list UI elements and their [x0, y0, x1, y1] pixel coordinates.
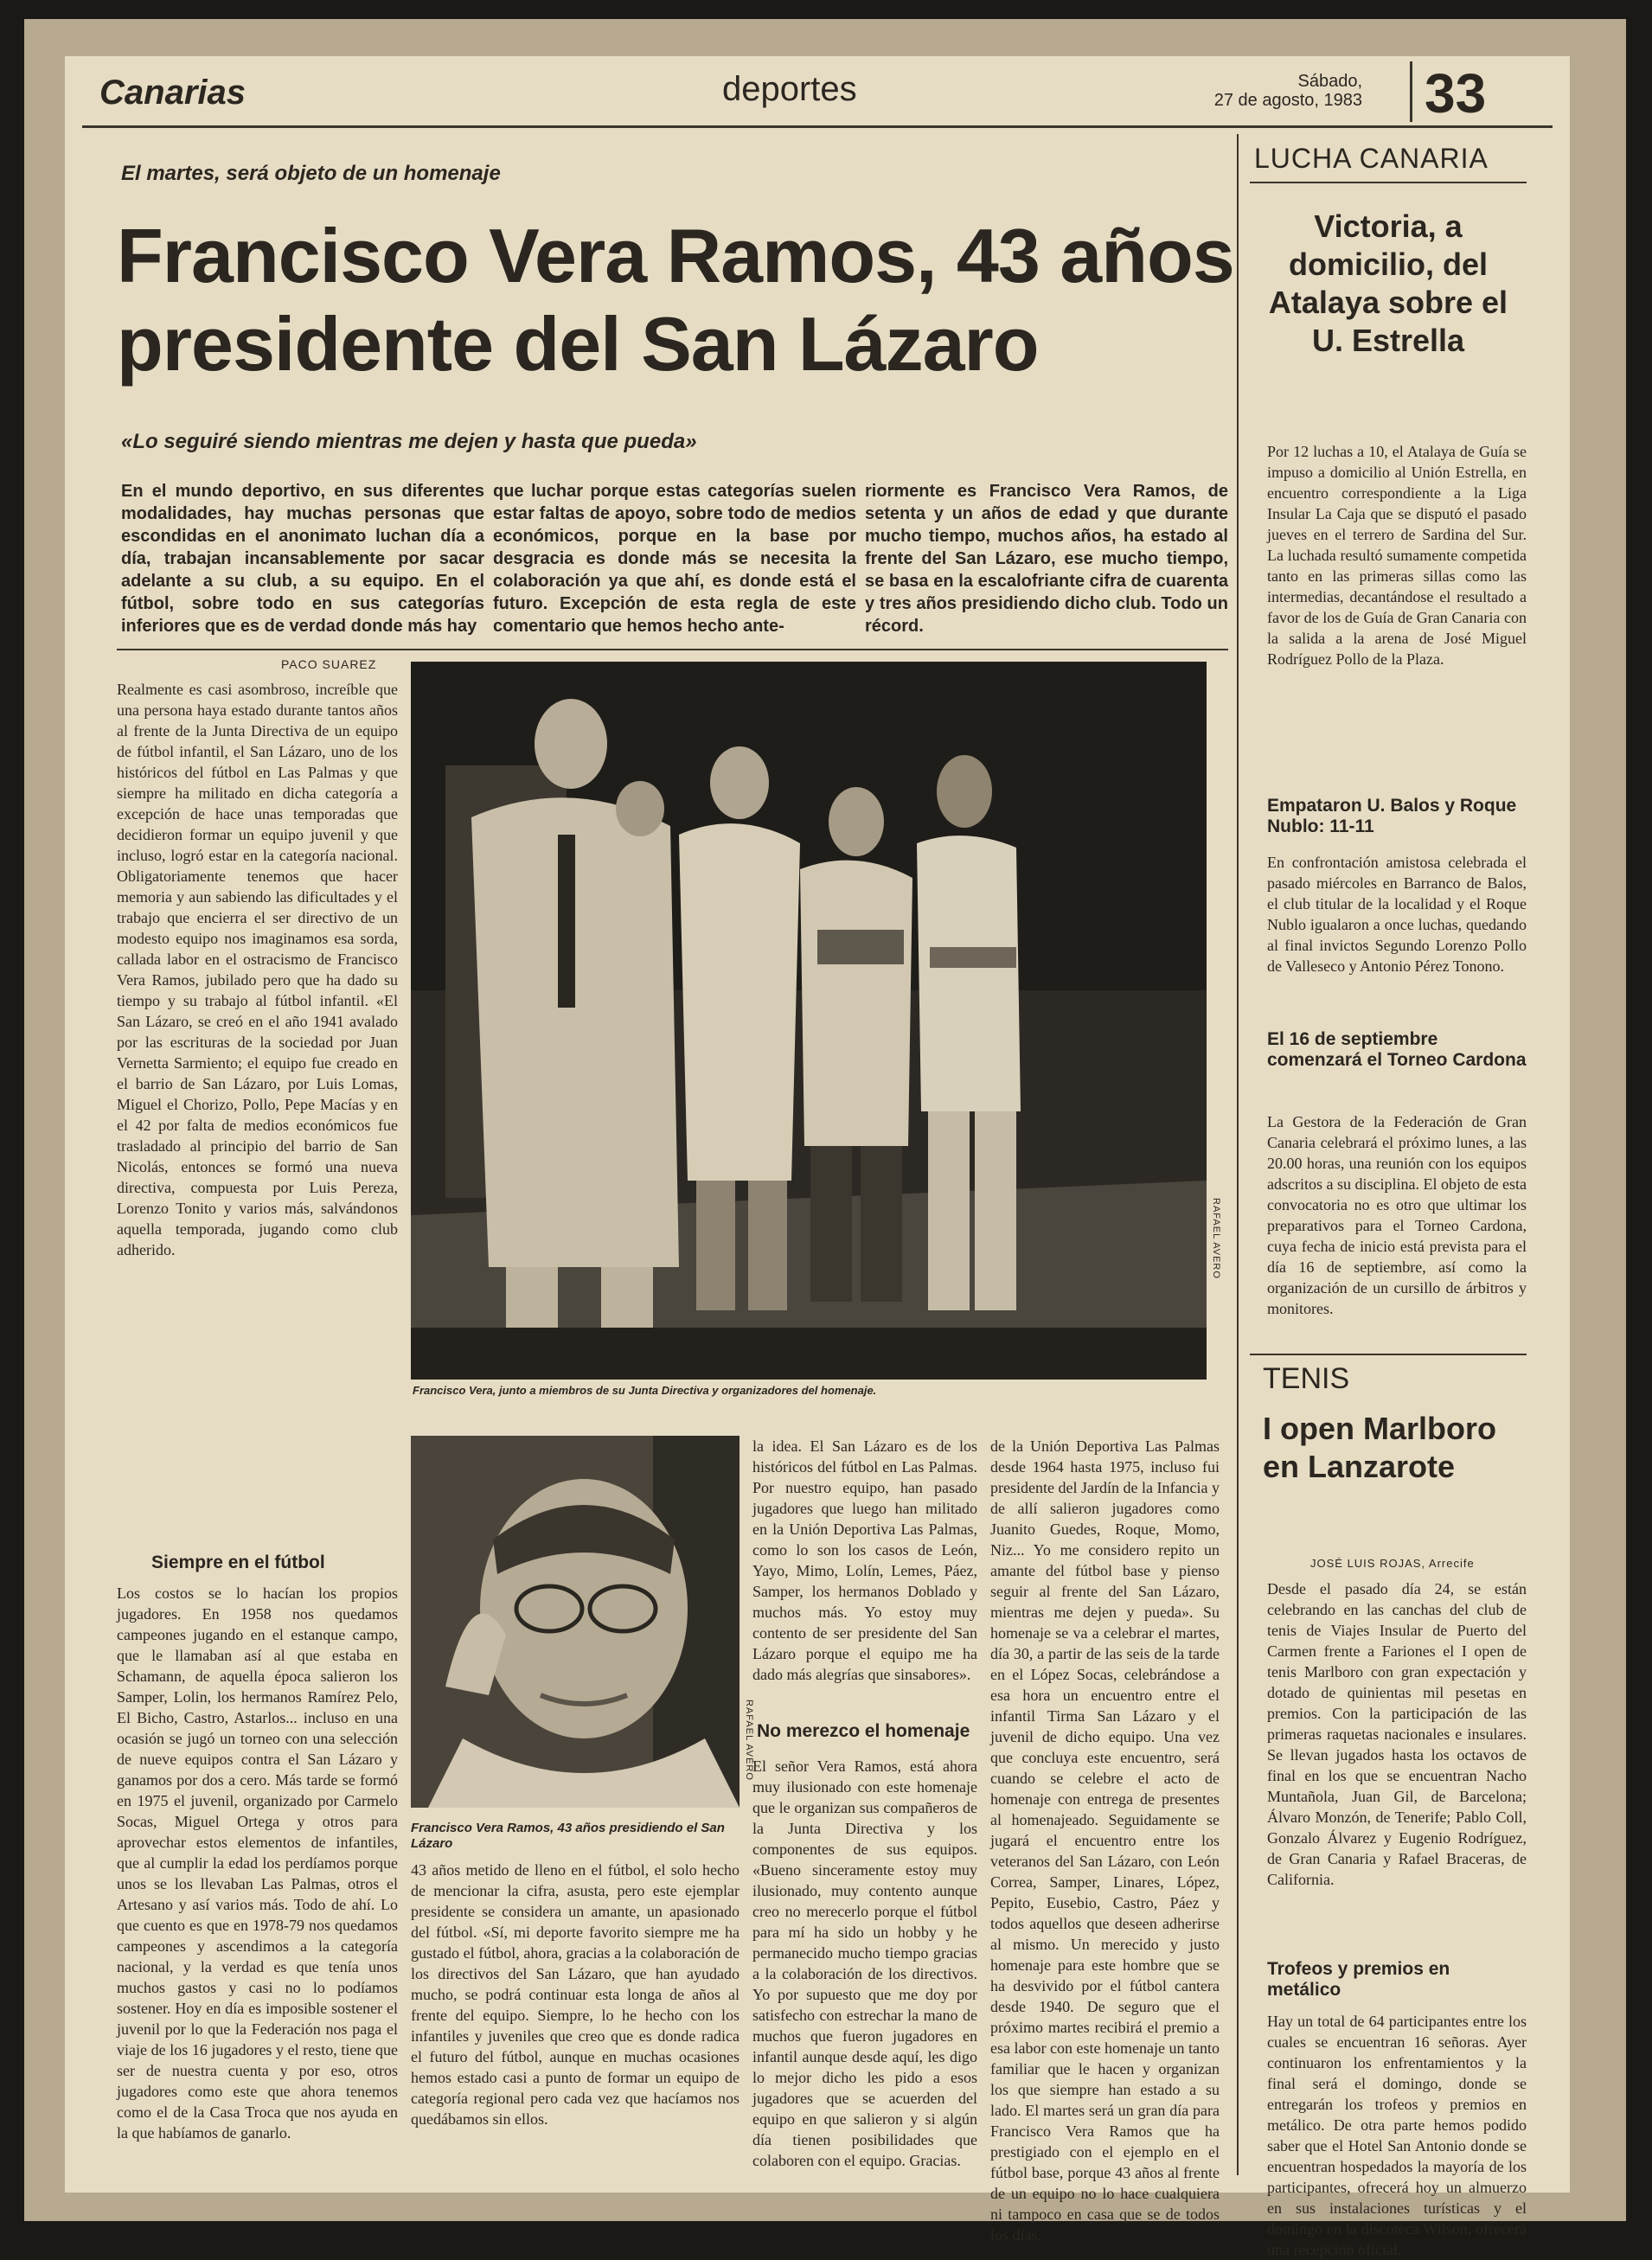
- headline-line-2: presidente del San Lázaro: [117, 301, 1039, 387]
- issue-date: [1207, 72, 1362, 110]
- body-column-3b: El señor Vera Ramos, está ahora muy ilusionado con este homenaje que le organizan sus compañeros de la Junta Directiva y los componentes de sus equipos. «Bueno sinceramente estoy muy ilusionado, muy contento aunque creo no merecerlo porque el fútbol para mí ha sido un hobby y he permanecido mucho tiempo gracias a la colaboración de los directivos. Yo por supuesto que me doy por satisfecho con estrechar la mano de muchos que fueron jugadores en infantil aunque desde aquí, les digo lo mejor dicho les pido a esos jugadores que se acuerden del equipo en que salieron y si algún día tienen posibilidades que colaboren con el equipo. Gracias.: [752, 1757, 977, 2169]
- masthead-rule: [82, 125, 1553, 128]
- group-photo-credit: RAFAEL AVERO: [1211, 1198, 1221, 1279]
- right-column-rule: [1237, 134, 1239, 2175]
- author-byline: PACO SUAREZ: [281, 657, 377, 671]
- newspaper-logo: Canarias: [99, 74, 246, 112]
- intro-rule: [117, 649, 1228, 650]
- tenis-byline: JOSÉ LUIS ROJAS, Arrecife: [1310, 1557, 1475, 1570]
- lucha-canaria-headline: Victoria, a domicilio, del Atalaya sobre el U. Estrella: [1268, 208, 1508, 358]
- body-column-4: de la Unión Deportiva Las Palmas desde 1964 hasta 1975, incluso fui presidente del Jardín de la Infancia y de allí salieron jugadores como Juanito Guedes, Roque, Momo, Niz... Yo me considero repito un amante del fútbol base y pienso seguir al frente del San Lázaro, mientras me dejen y pueda». Su homenaje se va a celebrar el martes, día 30, a partir de las seis de la tarde en el López Socas, celebrándose a esa hora un encuentro entre el infantil Tirma San Lázaro y el juvenil de dicho equipo. Una vez que concluya este encuentro, será cuando se celebre el acto de homenaje con entrega de presentes al homenajeado. Seguidamente se jugará el encuentro entre los veteranos del San Lázaro, con León Correa, Samper, Linares, López, Pepito, Eusebio, Castro, Páez y todos aquellos que deseen adherirse al mismo. Un merecido y justo homenaje para este hombre que se ha desvivido por el fútbol cantera desde 1940. De seguro que el próximo martes recibirá el premio a esa labor con este homenaje un tanto familiar que le hacen y organizan los que siempre han estado a su lado. El martes será un gran día para Francisco Vera Ramos que ha prestigiado con el ejemplo en el fútbol base, porque 43 años al frente de un equipo no lo hace cualquiera ni tampoco en casa que se de todos los días.: [990, 1437, 1220, 2244]
- lucha-canaria-text-1: Por 12 luchas a 10, el Atalaya de Guía se impuso a domicilio al Unión Estrella, en encuentro correspondiente a la Liga Insular La Caja que se disputó el pasado jueves en el terrero de Sardina del Sur. La luchada resultó sumamente competida tanto en las primeras sillas como las intermedias, decantándose el resultado a favor de los de Guía de Gran Canaria con la salida a la arena de José Miguel Rodríguez Pollo de la Plaza.: [1267, 443, 1527, 668]
- group-photo-caption: Francisco Vera, junto a miembros de su Junta Directiva y organizadores del homenaje.: [413, 1384, 877, 1397]
- tenis-headline: I open Marlboro en Lanzarote: [1263, 1411, 1496, 1484]
- page-number: 33: [1410, 61, 1486, 122]
- lucha-canaria-label: LUCHA CANARIA: [1254, 143, 1489, 174]
- body-column-1b: Los costos se lo hacían los propios jugadores. En 1958 nos quedamos campeones jugando en el estanque campo, que le llamaban así al que estaba en Schamann, de aquella época salieron los Samper, Lolin, los hermanos Ramírez Pelo, El Bicho, Castro, Astarlos... incluso en una ocasión se jugó un torneo con una selección de nueve equipos contra el San Lázaro y ganamos por dos a cero. Más tarde se formó en 1975 el juvenil, organizado por Carmelo Socas, Miguel Ortega y otros para aprovechar estos elementos de infantiles, que al cumplir la edad los perdíamos porque unos se los llevaban Las Palmas, otros el Artesano y así varios más. Todo de ahí. Lo que cuento es que en 1978-79 nos quedamos campeones y ascendimos a la categoría nacional, y la verdad es que tenía unos muchos gastos y casi no lo podíamos sostener. Hoy en día es imposible sostener el juvenil por lo que la Federación nos paga el viaje de los 16 jugadores y el resto, tiene que ser de nuestra cuenta y por eso, otros jugadores como este que ahora tenemos como el de la Casa Troca que nos ayuda en la que habíamos de ganarlo.: [117, 1585, 398, 2142]
- intro-column-3: riormente es Francisco Vera Ramos, de setenta y un años de edad y que durante mucho tiempo, muchos años, ha estado al frente del San Lázaro, ese mucho tiempo, se basa en la escalofriante cifra de cuarenta y tres años presidiendo dicho club. Todo un récord.: [865, 482, 1228, 636]
- intro-column-2: que luchar porque estas categorías suelen estar faltas de apoyo, sobre todo de medios económicos, porque en la base por desgracia es donde más se necesita la colaboración ya que ahí, es donde está el futuro. Excepción de esta regla de este comentario que hemos hecho ante-: [493, 482, 856, 636]
- body-column-2: 43 años metido de lleno en el fútbol, el solo hecho de mencionar la cifra, asusta, pero este ejemplar presidente se considera un amante, un apasionado del fútbol. «Sí, mi deporte favorito siempre me ha gustado el fútbol, ahora, gracias a la colaboración de los directivos del San Lázaro, que han ayudado mucho, se podrá continuar esta longa de años al frente del equipo. Siempre, lo he hecho con los infantiles y juveniles que creo que es donde radica el futuro del fútbol, aunque en muchas ocasiones hemos estado casi a punto de formar un equipo de categoría regional pero cada vez que hacíamos nos quedábamos sin ellos.: [411, 1861, 740, 2128]
- group-photo: [411, 662, 1207, 1380]
- tenis-text-2: Hay un total de 64 participantes entre los cuales se encuentran 16 señoras. Ayer continuaron los enfrentamientos y la final será el domingo, donde se entregarán los trofeos y premios en metálico. De otra parte hemos podido saber que el Hotel San Antonio donde se encuentran hospedados la mayoría de los participantes, ofrecerá hoy un almuerzo en sus instalaciones turísticas y el domingo en la discoteca Wilson, ofrecerá una recepción oficial.: [1267, 2013, 1527, 2258]
- section-name: deportes: [722, 70, 857, 108]
- headline-line-1: Francisco Vera Ramos, 43 años: [117, 213, 1234, 298]
- article-kicker: El martes, será objeto de un homenaje: [121, 162, 501, 185]
- subtitle-no-merezco: No merezco el homenaje: [757, 1721, 970, 1741]
- lucha-canaria-text-2: En confrontación amistosa celebrada el pasado miércoles en Barranco de Balos, el club titular de la localidad y el Roque Nublo igualaron a once luchas, quedando al final invictos Segundo Lorenzo Pollo de Valleseco y Antonio Pérez Tonono.: [1267, 854, 1527, 975]
- tenis-label: TENIS: [1263, 1362, 1350, 1395]
- article-headline: [117, 212, 1241, 388]
- lucha-label-rule: [1250, 182, 1527, 183]
- portrait-photo-caption: Francisco Vera Ramos, 43 años presidiendo el San Lázaro: [411, 1821, 725, 1851]
- tenis-subtitle-1: Trofeos y premios en metálico: [1267, 1959, 1450, 2000]
- body-column-1: Realmente es casi asombroso, increíble que una persona haya estado durante tantos años al frente de la Junta Directiva de un equipo de fútbol infantil, el San Lázaro, uno de los históricos del fútbol en Las Palmas y que siempre ha militado en dicha categoría a excepción de hace unas temporadas que decidieron formar un equipo juvenil y que incluso, logró estar en la categoría nacional. Obligatoriamente tenemos que hacer memoria y aun sabiendo las dificultades y el trabajo que encierra el ser directivo de un modesto equipo nos imaginamos esa sorda, callada labor en el ostracismo de Francisco Vera Ramos, jubilado pero que ha dado su tiempo y su trabajo al fútbol infantil. «El San Lázaro, se creó en el año 1941 avalado por las escrituras de la sociedad por Juan Vernetta Sarmiento; el equipo fue creado en el barrio de San Lázaro, por Luis Lomas, Miguel el Chorizo, Pollo, Pepe Macías y en el 42 por falta de medios económicos fue trasladado al principio del barrio de San Nicolás, entonces se formó una nueva directiva, compuesta por Luis Pereza, Lorenzo Tonito y varios más, salvándonos aquella temporada, jugando como club adherido.: [117, 681, 398, 1258]
- portrait-photo: [411, 1436, 740, 1808]
- lucha-canaria-text-3: La Gestora de la Federación de Gran Canaria celebrará el próximo lunes, a las 20.00 horas, una reunión con los equipos adscritos a su disciplina. El objeto de esta convocatoria no es otro que ultimar los preparativos para el Torneo Cardona, cuya fecha de inicio está prevista para el día 16 de septiembre, así como la organización de un cursillo de árbitros y monitores.: [1267, 1113, 1527, 1317]
- date-full: 27 de agosto, 1983: [1213, 91, 1362, 110]
- date-weekday: Sábado,: [1297, 72, 1362, 91]
- lucha-canaria-subtitle-1: Empataron U. Balos y Roque Nublo: 11-11: [1267, 796, 1517, 836]
- newspaper-page: [65, 56, 1570, 2258]
- intro-column-1: En el mundo deportivo, en sus diferentes modalidades, hay muchas personas que escondidas en el anonimato luchan día a día, trabajan incansablemente por sacar adelante a su club, a su equipo. En el fútbol, sobre todo en sus categorías inferiores que es de verdad donde más hay: [121, 482, 484, 636]
- tenis-text-1: Desde el pasado día 24, se están celebrando en las canchas del club de tenis de Viajes Insular de Puerto del Carmen frente a Fariones el I open de tenis Marlboro con gran expectación y dotado de quinientas mil pesetas en premios. Con la participación de las primeras raquetas nacionales e insulares. Se llevan jugados hasta los octavos de final en los que se encuentran Nacho Muntañola, Juan Gil, de Barcelona; Álvaro Monzón, de Tenerife; Pablo Coll, Gonzalo Álvarez y Eugenio Rodríguez, de Gran Canaria y Rafael Braceras, de California.: [1267, 1580, 1527, 1888]
- lucha-canaria-subtitle-2: El 16 de septiembre comenzará el Torneo Cardona: [1267, 1029, 1527, 1070]
- article-subhead: «Lo seguiré siendo mientras me dejen y hasta que pueda»: [121, 430, 697, 453]
- portrait-photo-credit: RAFAEL AVERO: [744, 1700, 754, 1781]
- tenis-top-rule: [1250, 1354, 1527, 1355]
- body-column-3: la idea. El San Lázaro es de los históricos del fútbol en Las Palmas. Por nuestro equipo, han pasado jugadores que luego han militado en la Unión Deportiva Las Palmas, como lo son los casos de León, Yayo, Mimo, Lolín, Lemes, Páez, Samper, los hermanos Doblado y muchos más. Yo estoy muy contento de ser presidente del San Lázaro porque el equipo me ha dado más alegrías que sinsabores».: [752, 1437, 977, 1683]
- subtitle-siempre: Siempre en el fútbol: [151, 1553, 325, 1572]
